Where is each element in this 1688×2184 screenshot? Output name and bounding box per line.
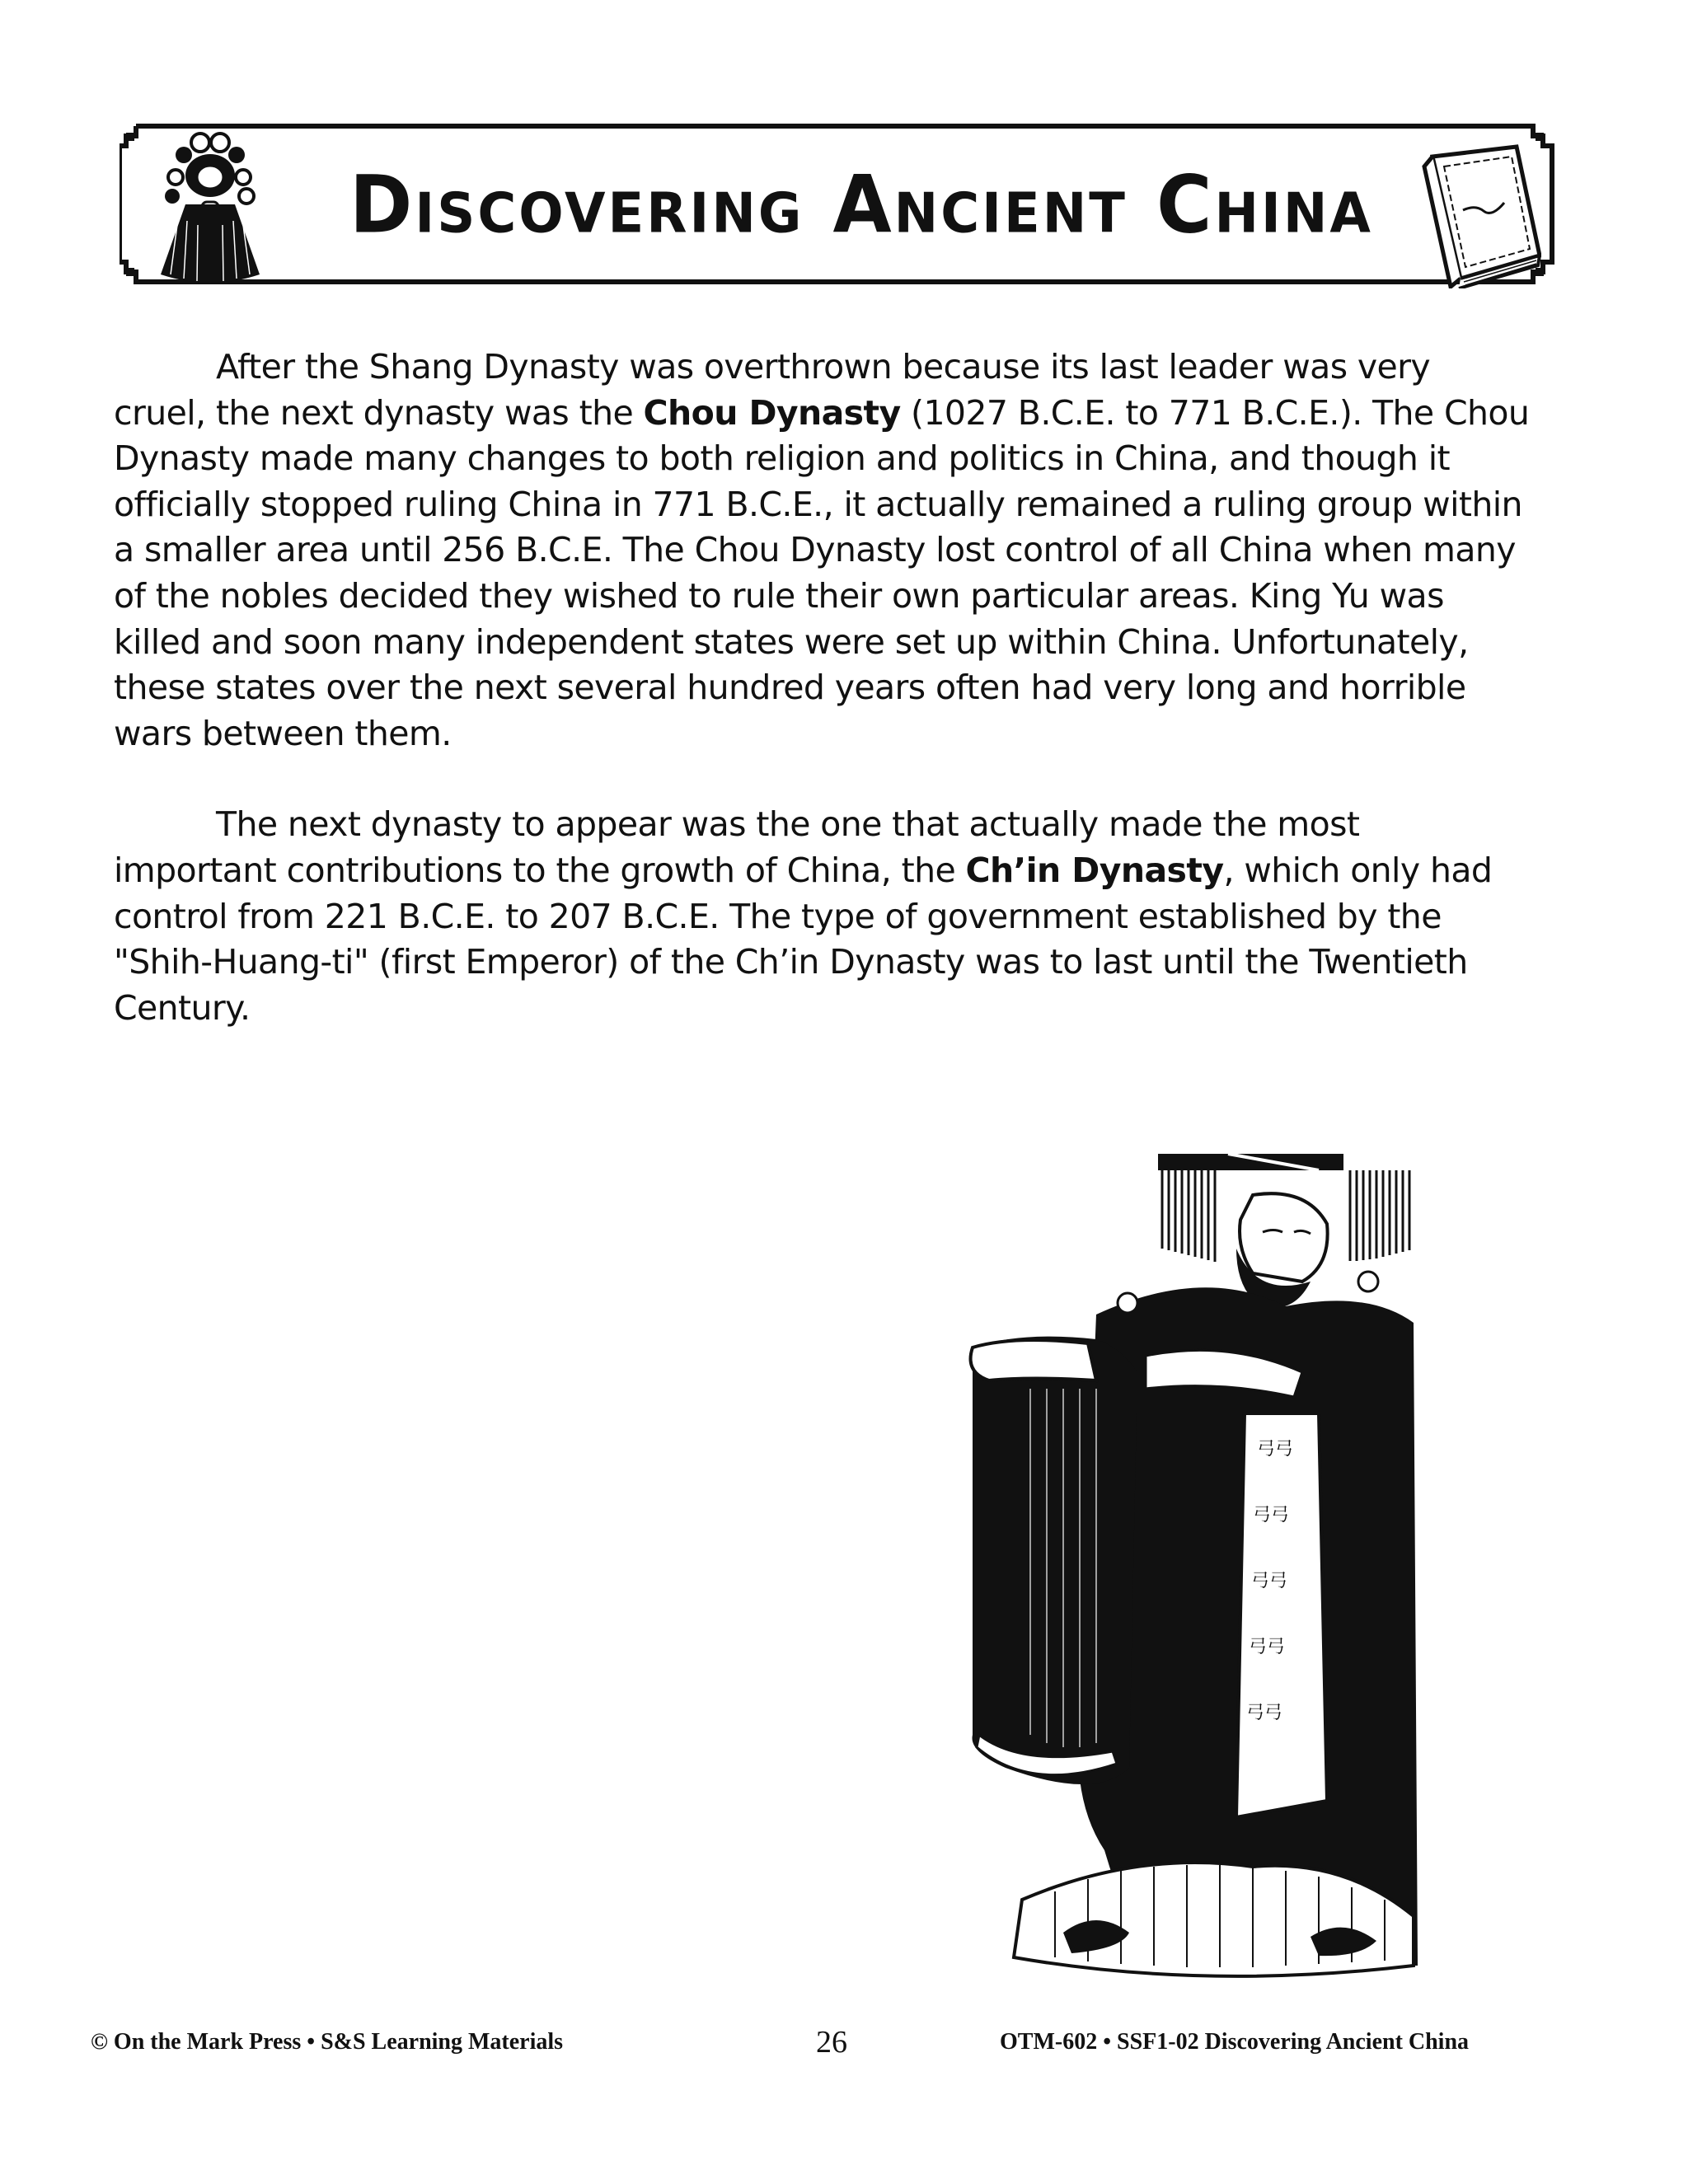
page-footer	[0, 2025, 1688, 2062]
paragraph-chou-dynasty	[114, 344, 1531, 757]
term-chou-dynasty: Chou Dynasty	[643, 392, 901, 433]
term-chin-dynasty: Ch’in Dynasty	[965, 850, 1224, 890]
article-body	[114, 344, 1531, 1031]
footer-book-code: OTM-602 • SSF1-02 Discovering Ancient China	[1000, 2029, 1470, 2055]
svg-text:⼸⼸: ⼸⼸	[1257, 1439, 1294, 1460]
book-icon	[1401, 132, 1541, 288]
paragraph-chin-dynasty	[114, 802, 1531, 1031]
svg-text:⼸⼸: ⼸⼸	[1246, 1703, 1283, 1723]
paragraph-text: (1027 B.C.E. to 771 B.C.E.). The Chou Dynasty made many changes to both religion and politics in China, and though it officially stopped ruling China in 771 B.C.E., it actually remained a ruling group within a smaller area until 256 B.C.E. The Chou Dynasty lost control of all China when many of the nobles decided they wished to rule their own particular areas. King Yu was killed and soon many independent states were set up within China. Unfortunately, these states over the next several hundred years often had very long and horrible wars between them.	[114, 392, 1530, 753]
paragraph-text: After the Shang Dynasty was overthrown because its last leader was very cruel, the next dynasty was the	[114, 347, 1431, 433]
emperor-illustration	[956, 1141, 1418, 1990]
svg-text:⼸⼸: ⼸⼸	[1251, 1571, 1288, 1591]
page-title: Discovering Ancient China	[349, 157, 1373, 251]
opera-mask-icon	[152, 126, 268, 287]
svg-text:⼸⼸: ⼸⼸	[1249, 1637, 1286, 1657]
page-number: 26	[816, 2025, 847, 2060]
paragraph-text: , which only had control from 221 B.C.E. to 207 B.C.E. The type of government established by the "Shih-Huang-ti" (first Emperor) of the Ch’in Dynasty was to last until the Twentieth Century.	[114, 850, 1493, 1028]
footer-publisher: © On the Mark Press • S&S Learning Materials	[91, 2029, 564, 2055]
paragraph-text: The next dynasty to appear was the one that actually made the most important contributions to the growth of China, the	[114, 804, 1360, 890]
title-banner	[120, 111, 1558, 297]
svg-text:⼸⼸: ⼸⼸	[1253, 1505, 1290, 1526]
